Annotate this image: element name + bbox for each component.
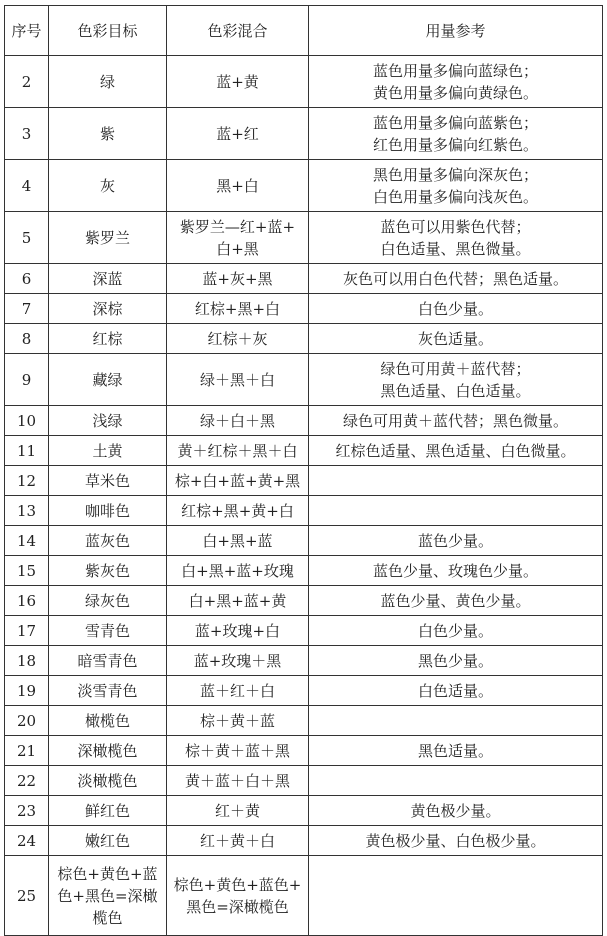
table-row bbox=[5, 496, 603, 526]
cell-target-line: 蓝灰色 bbox=[84, 531, 130, 550]
cell-target bbox=[49, 526, 167, 556]
cell-target bbox=[49, 324, 167, 354]
cell-target bbox=[49, 212, 167, 264]
table-row bbox=[5, 526, 603, 556]
cell-ref-line: 绿色可用黄＋蓝代替； bbox=[380, 359, 531, 378]
cell-ref bbox=[309, 736, 603, 766]
cell-target bbox=[49, 586, 167, 616]
cell-target bbox=[49, 796, 167, 826]
cell-target-line: 紫灰色 bbox=[84, 561, 130, 580]
header-ref: 用量参考 bbox=[309, 6, 603, 56]
cell-mix-line: 红＋黄＋白 bbox=[199, 831, 275, 850]
table-row bbox=[5, 736, 603, 766]
cell-target-line: 暗雪青色 bbox=[77, 651, 138, 670]
cell-mix bbox=[167, 706, 309, 736]
cell-target bbox=[49, 264, 167, 294]
cell-target-line: 橄榄色 bbox=[84, 711, 130, 730]
cell-ref-line: 红棕色适量、黑色适量、白色微量。 bbox=[335, 441, 576, 460]
cell-mix bbox=[167, 294, 309, 324]
cell-ref-line: 黄色极少量、白色极少量。 bbox=[365, 831, 546, 850]
cell-no: 14 bbox=[5, 526, 49, 556]
table-row bbox=[5, 646, 603, 676]
cell-ref bbox=[309, 856, 603, 936]
cell-ref bbox=[309, 556, 603, 586]
cell-ref-line: 蓝色用量多偏向蓝紫色； bbox=[372, 113, 538, 132]
cell-mix-line: 绿＋白＋黑 bbox=[199, 411, 275, 430]
cell-no: 18 bbox=[5, 646, 49, 676]
cell-target bbox=[49, 676, 167, 706]
cell-target-line: 雪青色 bbox=[84, 621, 130, 640]
cell-mix bbox=[167, 856, 309, 936]
cell-mix-line: 棕＋黄＋蓝 bbox=[199, 711, 275, 730]
cell-ref-line: 白色适量、黑色微量。 bbox=[380, 239, 531, 258]
cell-mix-line: 白+黑+蓝+黄 bbox=[188, 591, 287, 610]
cell-ref bbox=[309, 56, 603, 108]
cell-no: 12 bbox=[5, 466, 49, 496]
cell-target-line: 紫 bbox=[99, 124, 115, 143]
cell-no: 24 bbox=[5, 826, 49, 856]
table-row bbox=[5, 212, 603, 264]
cell-ref bbox=[309, 108, 603, 160]
cell-no: 16 bbox=[5, 586, 49, 616]
cell-ref bbox=[309, 324, 603, 354]
table-row bbox=[5, 406, 603, 436]
table-row bbox=[5, 294, 603, 324]
cell-ref bbox=[309, 676, 603, 706]
table-row bbox=[5, 466, 603, 496]
cell-target bbox=[49, 56, 167, 108]
cell-ref bbox=[309, 264, 603, 294]
cell-mix bbox=[167, 616, 309, 646]
cell-ref-line: 白色适量。 bbox=[417, 681, 493, 700]
table-row bbox=[5, 264, 603, 294]
cell-mix bbox=[167, 496, 309, 526]
cell-target bbox=[49, 616, 167, 646]
cell-ref bbox=[309, 826, 603, 856]
cell-target-line: 榄色 bbox=[92, 908, 123, 927]
table-row bbox=[5, 586, 603, 616]
cell-mix-line: 黑+白 bbox=[216, 176, 259, 195]
cell-mix bbox=[167, 212, 309, 264]
cell-no: 6 bbox=[5, 264, 49, 294]
table-row bbox=[5, 826, 603, 856]
cell-mix bbox=[167, 406, 309, 436]
cell-mix bbox=[167, 160, 309, 212]
cell-target bbox=[49, 354, 167, 406]
cell-mix bbox=[167, 766, 309, 796]
cell-no: 2 bbox=[5, 56, 49, 108]
cell-target-line: 鲜红色 bbox=[84, 801, 130, 820]
header-target: 色彩目标 bbox=[49, 6, 167, 56]
cell-mix-line: 蓝+红 bbox=[216, 124, 259, 143]
cell-ref bbox=[309, 354, 603, 406]
cell-target-line: 深棕 bbox=[92, 299, 123, 318]
cell-no: 22 bbox=[5, 766, 49, 796]
cell-ref-line: 红色用量多偏向红紫色。 bbox=[372, 135, 538, 154]
cell-mix-line: 蓝＋红＋白 bbox=[199, 681, 275, 700]
cell-target-line: 紫罗兰 bbox=[84, 228, 130, 247]
cell-target bbox=[49, 466, 167, 496]
cell-target-line: 淡雪青色 bbox=[77, 681, 138, 700]
cell-mix-line: 白+黑+蓝+玫瑰 bbox=[181, 561, 294, 580]
cell-mix bbox=[167, 56, 309, 108]
cell-mix-line: 蓝+灰+黑 bbox=[202, 269, 273, 288]
cell-mix-line: 红＋黄 bbox=[214, 801, 260, 820]
cell-target bbox=[49, 556, 167, 586]
cell-ref bbox=[309, 766, 603, 796]
cell-mix-line: 棕+白+蓝+黄+黑 bbox=[174, 471, 301, 490]
table-row bbox=[5, 324, 603, 354]
table-row bbox=[5, 676, 603, 706]
cell-ref bbox=[309, 706, 603, 736]
cell-mix-line: 蓝+玫瑰+白 bbox=[194, 621, 281, 640]
cell-target-line: 嫩红色 bbox=[84, 831, 130, 850]
cell-no: 3 bbox=[5, 108, 49, 160]
cell-mix-line: 黑色=深橄榄色 bbox=[186, 897, 289, 916]
cell-ref bbox=[309, 646, 603, 676]
cell-mix bbox=[167, 466, 309, 496]
cell-no: 4 bbox=[5, 160, 49, 212]
cell-mix bbox=[167, 354, 309, 406]
cell-target bbox=[49, 294, 167, 324]
table-row bbox=[5, 706, 603, 736]
cell-ref-line: 黑色用量多偏向深灰色； bbox=[372, 165, 538, 184]
cell-mix bbox=[167, 736, 309, 766]
table-body bbox=[5, 56, 603, 936]
table-row bbox=[5, 56, 603, 108]
cell-ref bbox=[309, 616, 603, 646]
table-row bbox=[5, 856, 603, 936]
cell-ref-line: 灰色可以用白色代替；黑色适量。 bbox=[342, 269, 568, 288]
cell-mix-line: 红棕+黑+白 bbox=[194, 299, 281, 318]
cell-mix bbox=[167, 796, 309, 826]
cell-ref-line: 蓝色少量、玫瑰色少量。 bbox=[372, 561, 538, 580]
cell-no: 23 bbox=[5, 796, 49, 826]
cell-mix bbox=[167, 646, 309, 676]
cell-target-line: 绿 bbox=[99, 72, 115, 91]
cell-ref bbox=[309, 496, 603, 526]
cell-mix bbox=[167, 264, 309, 294]
cell-target bbox=[49, 826, 167, 856]
cell-target bbox=[49, 766, 167, 796]
cell-mix-line: 棕色+黄色+蓝色+ bbox=[173, 875, 302, 894]
cell-mix bbox=[167, 586, 309, 616]
cell-target-line: 棕色+黄色+蓝 bbox=[57, 864, 158, 883]
cell-target bbox=[49, 160, 167, 212]
cell-target bbox=[49, 856, 167, 936]
cell-target-line: 色+黑色=深橄 bbox=[57, 886, 158, 905]
cell-ref-line: 白色少量。 bbox=[417, 299, 493, 318]
cell-target-line: 红棕 bbox=[92, 329, 123, 348]
cell-ref bbox=[309, 796, 603, 826]
cell-ref bbox=[309, 406, 603, 436]
cell-target bbox=[49, 108, 167, 160]
cell-mix-line: 红棕＋灰 bbox=[207, 329, 268, 348]
cell-target bbox=[49, 646, 167, 676]
table-row bbox=[5, 796, 603, 826]
table-row bbox=[5, 436, 603, 466]
cell-no: 10 bbox=[5, 406, 49, 436]
table-row bbox=[5, 354, 603, 406]
cell-ref bbox=[309, 212, 603, 264]
cell-ref bbox=[309, 586, 603, 616]
cell-mix bbox=[167, 826, 309, 856]
cell-mix-line: 红棕+黑+黄+白 bbox=[181, 501, 294, 520]
cell-no: 9 bbox=[5, 354, 49, 406]
cell-target-line: 咖啡色 bbox=[84, 501, 130, 520]
cell-mix bbox=[167, 324, 309, 354]
cell-mix-line: 紫罗兰—红+蓝+ bbox=[179, 217, 296, 236]
cell-mix bbox=[167, 556, 309, 586]
cell-no: 17 bbox=[5, 616, 49, 646]
cell-ref-line: 白色少量。 bbox=[417, 621, 493, 640]
cell-no: 11 bbox=[5, 436, 49, 466]
cell-target-line: 草米色 bbox=[84, 471, 130, 490]
cell-ref-line: 蓝色少量、黄色少量。 bbox=[380, 591, 531, 610]
cell-ref-line: 黄色用量多偏向黄绿色。 bbox=[372, 83, 538, 102]
cell-ref bbox=[309, 160, 603, 212]
cell-no: 8 bbox=[5, 324, 49, 354]
table-row bbox=[5, 766, 603, 796]
header-row bbox=[5, 6, 603, 56]
table-row bbox=[5, 108, 603, 160]
cell-target bbox=[49, 736, 167, 766]
cell-no: 5 bbox=[5, 212, 49, 264]
cell-mix bbox=[167, 676, 309, 706]
cell-ref-line: 黑色少量。 bbox=[417, 651, 493, 670]
table-row bbox=[5, 616, 603, 646]
cell-mix-line: 白+黑+蓝 bbox=[202, 531, 273, 550]
cell-ref-line: 灰色适量。 bbox=[417, 329, 493, 348]
header-mix: 色彩混合 bbox=[167, 6, 309, 56]
cell-target-line: 深橄榄色 bbox=[77, 741, 138, 760]
cell-mix-line: 绿＋黑＋白 bbox=[199, 370, 275, 389]
cell-ref-line: 黄色极少量。 bbox=[410, 801, 501, 820]
cell-ref-line: 白色用量多偏向浅灰色。 bbox=[372, 187, 538, 206]
cell-ref-line: 绿色可用黄＋蓝代替；黑色微量。 bbox=[342, 411, 568, 430]
cell-mix-line: 黄＋蓝＋白＋黑 bbox=[184, 771, 290, 790]
cell-mix bbox=[167, 526, 309, 556]
table-row bbox=[5, 556, 603, 586]
cell-mix-line: 棕＋黄＋蓝＋黑 bbox=[184, 741, 290, 760]
cell-no: 20 bbox=[5, 706, 49, 736]
cell-target-line: 浅绿 bbox=[92, 411, 123, 430]
cell-target bbox=[49, 436, 167, 466]
cell-mix-line: 蓝+玫瑰＋黑 bbox=[193, 651, 282, 670]
cell-target bbox=[49, 496, 167, 526]
cell-ref bbox=[309, 466, 603, 496]
cell-ref-line: 黑色适量、白色适量。 bbox=[380, 381, 531, 400]
cell-ref bbox=[309, 436, 603, 466]
cell-mix-line: 黄＋红棕＋黑＋白 bbox=[177, 441, 298, 460]
header-no: 序号 bbox=[5, 6, 49, 56]
cell-target-line: 深蓝 bbox=[92, 269, 123, 288]
cell-no: 7 bbox=[5, 294, 49, 324]
cell-mix bbox=[167, 108, 309, 160]
color-mixing-table bbox=[4, 5, 603, 936]
cell-ref-line: 黑色适量。 bbox=[417, 741, 493, 760]
cell-ref-line: 蓝色少量。 bbox=[417, 531, 493, 550]
cell-ref-line: 蓝色用量多偏向蓝绿色； bbox=[372, 61, 538, 80]
cell-no: 19 bbox=[5, 676, 49, 706]
cell-target bbox=[49, 706, 167, 736]
cell-no: 25 bbox=[5, 856, 49, 936]
cell-ref bbox=[309, 294, 603, 324]
cell-target-line: 灰 bbox=[99, 176, 115, 195]
cell-no: 13 bbox=[5, 496, 49, 526]
cell-target-line: 绿灰色 bbox=[84, 591, 130, 610]
cell-no: 15 bbox=[5, 556, 49, 586]
cell-mix-line: 白+黑 bbox=[216, 239, 259, 258]
cell-ref bbox=[309, 526, 603, 556]
cell-target-line: 土黄 bbox=[92, 441, 123, 460]
cell-ref-line: 蓝色可以用紫色代替； bbox=[380, 217, 531, 236]
table-row bbox=[5, 160, 603, 212]
cell-target bbox=[49, 406, 167, 436]
cell-mix-line: 蓝+黄 bbox=[216, 72, 259, 91]
cell-no: 21 bbox=[5, 736, 49, 766]
cell-target-line: 淡橄榄色 bbox=[77, 771, 138, 790]
cell-mix bbox=[167, 436, 309, 466]
cell-target-line: 藏绿 bbox=[92, 370, 123, 389]
